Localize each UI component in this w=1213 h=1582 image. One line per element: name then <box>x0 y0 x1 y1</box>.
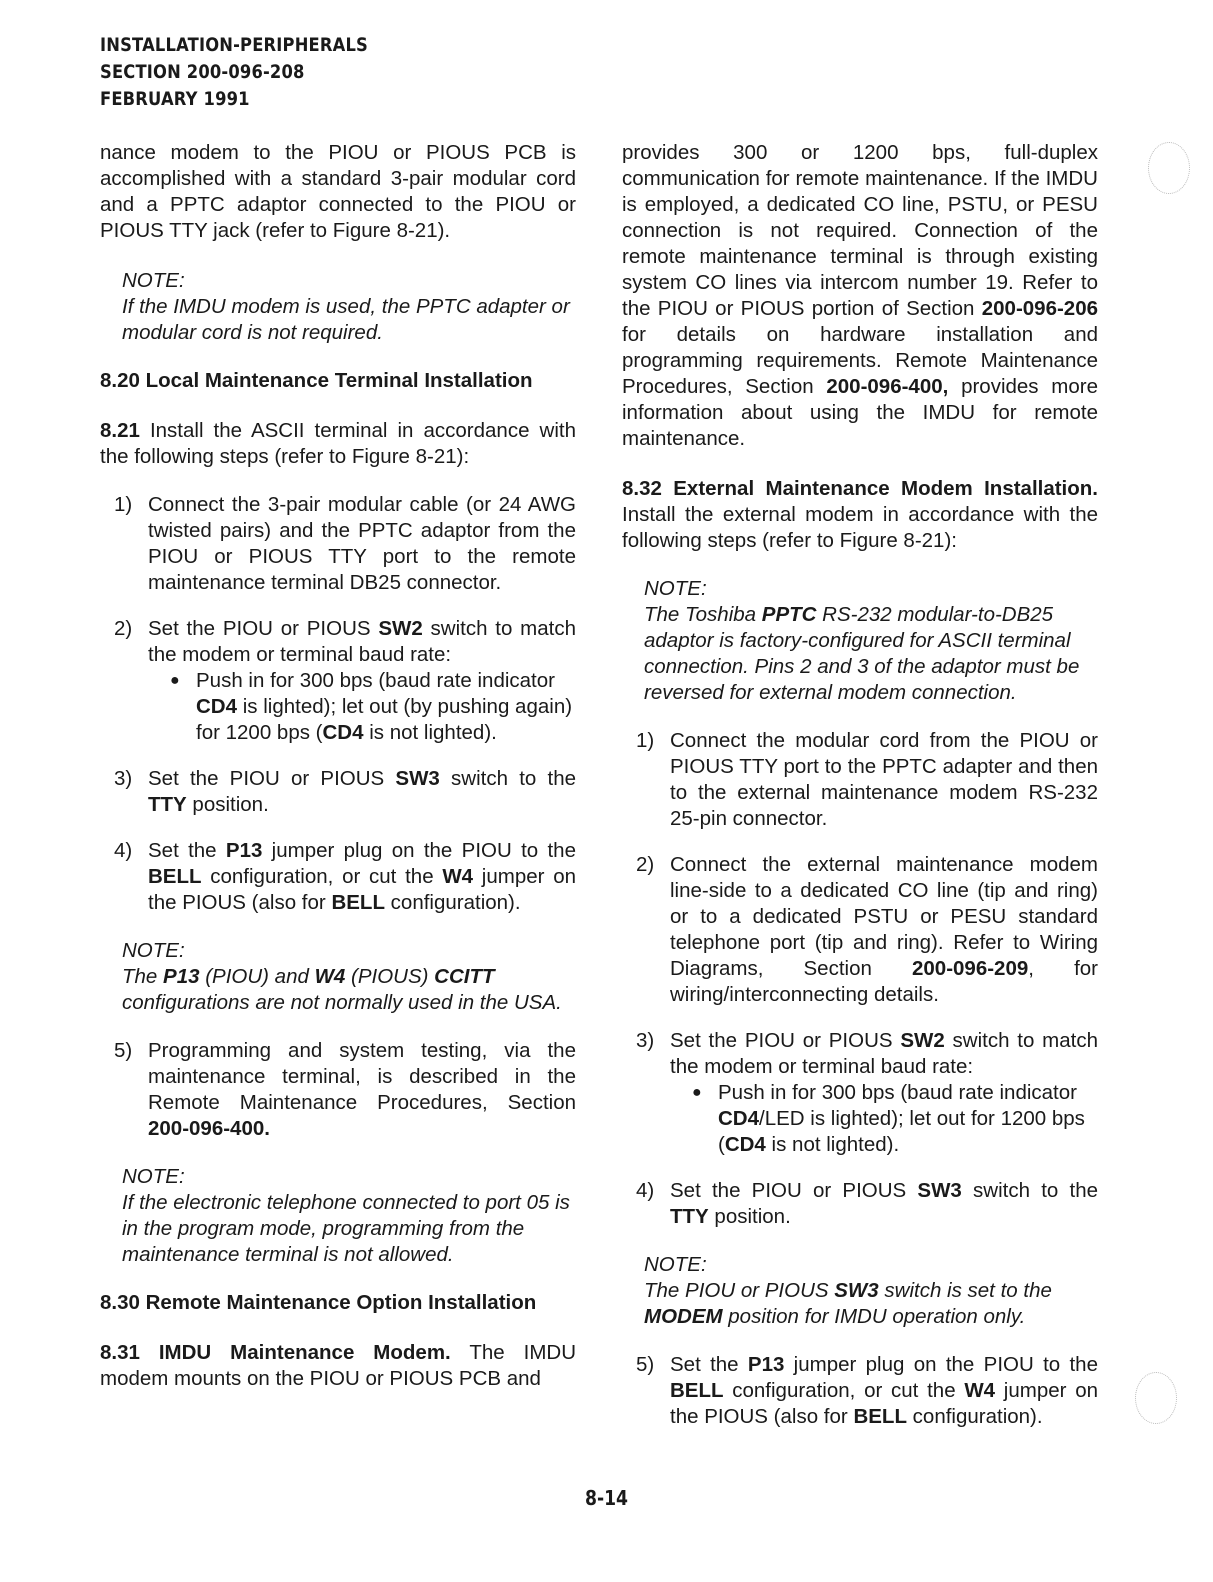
step-2 <box>100 616 576 746</box>
indicator-label: CD4 <box>724 1133 766 1156</box>
paragraph-text: provides more information about using the IMDU for remote maintenance. <box>622 375 1098 450</box>
note-title: NOTE: <box>122 939 185 962</box>
step-text: position. <box>186 793 269 816</box>
bullet-list <box>100 668 576 746</box>
step-1 <box>100 492 576 596</box>
paragraph-text: Install the external modem in accordance with the following steps (refer to Figure 8-21): <box>622 503 1098 552</box>
step-5 <box>622 1352 1098 1430</box>
bullet-text: is not lighted). <box>765 1133 900 1156</box>
note-text: If the electronic telephone connected to port 05 is in the program mode, programming from the maintenance terminal is not allowed. <box>122 1191 570 1266</box>
note-text <box>644 1278 1098 1330</box>
note-bold: P13 <box>163 965 200 988</box>
step-text: jumper on the PIOUS (also for <box>148 865 576 914</box>
step-5 <box>100 1038 576 1142</box>
indicator-label: CD4 <box>718 1107 760 1130</box>
step-number: 1) <box>636 729 655 752</box>
step-text: switch to the <box>961 1179 1098 1202</box>
step-text: Set the PIOU or PIOUS <box>148 617 379 640</box>
note-fragment: The Toshiba <box>644 603 762 626</box>
step-4 <box>100 838 576 916</box>
note-title: NOTE: <box>644 577 707 600</box>
step-text: position. <box>708 1205 791 1228</box>
left-column <box>100 140 576 1392</box>
step-text: jumper plug on the PIOU to the <box>784 1353 1098 1376</box>
switch-label: SW3 <box>917 1179 962 1202</box>
steps-list-external <box>622 728 1098 1230</box>
section-reference: 200-096-400, <box>826 375 949 398</box>
heading-8-20: 8.20 Local Maintenance Terminal Installation <box>100 369 533 392</box>
indicator-label: CD4 <box>196 695 238 718</box>
header-section: SECTION 200-096-208 <box>100 61 305 83</box>
step-text: jumper plug on the PIOU to the <box>262 839 576 862</box>
paragraph-text: Install the ASCII terminal in accordance with the following steps (refer to Figure 8-21): <box>100 419 576 468</box>
paragraph-8-31 <box>100 1340 576 1392</box>
step-number: 2) <box>114 617 133 640</box>
jumper-label: W4 <box>442 865 474 888</box>
step-text: switch to match the modem or terminal baud rate: <box>148 617 576 666</box>
section-reference: 200-096-206 <box>981 297 1098 320</box>
switch-label: SW2 <box>900 1029 945 1052</box>
step-1 <box>622 728 1098 832</box>
note-fragment: (PIOUS) <box>345 965 435 988</box>
config-label: BELL <box>670 1379 724 1402</box>
step-2 <box>622 852 1098 1008</box>
inline-heading: 8.32 External Maintenance Modem Installation. <box>622 477 1098 500</box>
header-date: FEBRUARY 1991 <box>100 88 250 110</box>
step-text: Programming and system testing, via the maintenance terminal, is described in the Remote Maintenance Procedures, Section <box>148 1039 576 1114</box>
note-fragment: The PIOU or PIOUS <box>644 1279 835 1302</box>
inline-heading: 8.31 IMDU Maintenance Modem. <box>100 1341 451 1364</box>
note-text <box>122 964 576 1016</box>
bullet-text: is not lighted). <box>363 721 497 744</box>
step-number: 4) <box>636 1179 655 1202</box>
config-label: BELL <box>853 1405 907 1428</box>
step-number: 4) <box>114 839 133 862</box>
section-reference: 200-096-400. <box>148 1117 270 1140</box>
step-number: 3) <box>636 1029 655 1052</box>
config-label: BELL <box>331 891 385 914</box>
step-4 <box>622 1178 1098 1230</box>
jumper-label: W4 <box>964 1379 996 1402</box>
note-title: NOTE: <box>122 1165 185 1188</box>
bullet-icon: ● <box>170 672 180 689</box>
position-label: TTY <box>148 793 187 816</box>
paragraph-8-21 <box>100 418 576 470</box>
indicator-label: CD4 <box>322 721 364 744</box>
note-title: NOTE: <box>122 269 185 292</box>
position-label: TTY <box>670 1205 709 1228</box>
step-text: Set the PIOU or PIOUS <box>148 767 396 790</box>
note-fragment: configurations are not normally used in the USA. <box>122 991 562 1014</box>
jumper-label: P13 <box>747 1353 785 1376</box>
section-reference: 200-096-209 <box>912 957 1029 980</box>
step-text: Set the <box>670 1353 748 1376</box>
switch-label: SW3 <box>395 767 440 790</box>
bullet-item <box>148 668 576 746</box>
bullet-text: Push in for 300 bps (baud rate indicator <box>718 1081 1077 1104</box>
page-header <box>100 32 368 113</box>
right-intro-paragraph <box>622 140 1098 452</box>
note-bold: CCITT <box>434 965 495 988</box>
step-number: 3) <box>114 767 133 790</box>
step-text: Set the PIOU or PIOUS <box>670 1179 918 1202</box>
bullet-list <box>622 1080 1098 1158</box>
bullet-text: /LED is lighted); let out for 1200 bps ( <box>718 1107 1085 1156</box>
bullet-item <box>670 1080 1098 1158</box>
paragraph-text: provides 300 or 1200 bps, full-duplex communication for remote maintenance. If the IMDU is employed, a dedicated CO line, PSTU, or PESU connection is not required. Connection of the remote maintenance terminal is through existing system CO lines via intercom number 19. Refer to the PIOU or PIOUS portion of Section <box>622 141 1098 320</box>
bullet-text: Push in for 300 bps (baud rate indicator <box>196 669 555 692</box>
jumper-label: P13 <box>225 839 263 862</box>
header-title: INSTALLATION-PERIPHERALS <box>100 34 368 56</box>
page-number: 8-14 <box>584 1486 629 1510</box>
heading-8-30: 8.30 Remote Maintenance Option Installation <box>100 1291 537 1314</box>
step-text: , for wiring/interconnecting details. <box>670 957 1098 1006</box>
step-text: jumper on the PIOUS (also for <box>670 1379 1098 1428</box>
note-bold: SW3 <box>834 1279 879 1302</box>
note-title: NOTE: <box>644 1253 707 1276</box>
note-ccitt <box>122 938 576 1016</box>
steps-list-local-cont <box>100 1038 576 1142</box>
note-fragment: position for IMDU operation only. <box>722 1305 1026 1328</box>
step-text: switch to match the modem or terminal baud rate: <box>670 1029 1098 1078</box>
step-text: configuration). <box>384 891 521 914</box>
paragraph-8-32 <box>622 476 1098 554</box>
note-fragment: switch is set to the <box>878 1279 1052 1302</box>
step-number: 1) <box>114 493 133 516</box>
note-bold: PPTC <box>761 603 817 626</box>
steps-list-external-cont <box>622 1352 1098 1430</box>
step-text: switch to the <box>439 767 576 790</box>
right-column <box>622 140 1098 1452</box>
step-number: 2) <box>636 853 655 876</box>
note-fragment: (PIOU) and <box>199 965 315 988</box>
binding-hole-mark <box>1135 1372 1177 1424</box>
paragraph-number: 8.21 <box>100 419 140 442</box>
note-text <box>644 602 1098 706</box>
step-text: configuration). <box>906 1405 1043 1428</box>
note-port-05 <box>122 1164 576 1268</box>
paragraph-text: for details on hardware installation and programming requirements. Remote Maintenance Procedures, Section <box>622 323 1098 398</box>
step-text: Connect the modular cord from the PIOU or PIOUS TTY port to the PPTC adapter and then to the external maintenance modem RS-232 25-pin connector. <box>670 729 1098 830</box>
note-text: If the IMDU modem is used, the PPTC adapter or modular cord is not required. <box>122 295 570 344</box>
switch-label: SW2 <box>378 617 423 640</box>
step-3 <box>622 1028 1098 1158</box>
note-bold: W4 <box>314 965 346 988</box>
note-modem-position <box>644 1252 1098 1330</box>
note-fragment: RS-232 modular-to-DB25 adaptor is factory-configured for ASCII terminal connection. Pins 2 and 3 of the adaptor must be reversed for external modem connection. <box>644 603 1080 704</box>
step-text: configuration, or cut the <box>723 1379 965 1402</box>
note-pptc <box>644 576 1098 706</box>
left-intro-paragraph: nance modem to the PIOU or PIOUS PCB is accomplished with a standard 3-pair modular cord and a PPTC adaptor connected to the PIOU or PIOUS TTY jack (refer to Figure 8-21). <box>100 141 576 242</box>
step-text: Set the PIOU or PIOUS <box>670 1029 901 1052</box>
step-text: Connect the 3-pair modular cable (or 24 AWG twisted pairs) and the PPTC adaptor from the PIOU or PIOUS TTY port to the remote maintenance terminal DB25 connector. <box>148 493 576 594</box>
step-text: Set the <box>148 839 226 862</box>
note-imdu <box>122 268 576 346</box>
step-text: Connect the external maintenance modem line-side to a dedicated CO line (tip and ring) or to a dedicated PSTU or PESU standard telephone port (tip and ring). Refer to Wiring Diagrams, Section <box>670 853 1098 980</box>
step-text: configuration, or cut the <box>201 865 443 888</box>
config-label: BELL <box>148 865 202 888</box>
bullet-text: is lighted); let out (by pushing again) for 1200 bps ( <box>196 695 573 744</box>
binding-hole-mark <box>1148 142 1190 194</box>
steps-list-local <box>100 492 576 916</box>
bullet-icon: ● <box>692 1084 702 1101</box>
step-3 <box>100 766 576 818</box>
step-number: 5) <box>636 1353 655 1376</box>
step-number: 5) <box>114 1039 133 1062</box>
paragraph-text: The IMDU modem mounts on the PIOU or PIOUS PCB and <box>100 1341 577 1390</box>
note-bold: MODEM <box>644 1305 723 1328</box>
note-fragment: The <box>122 965 164 988</box>
